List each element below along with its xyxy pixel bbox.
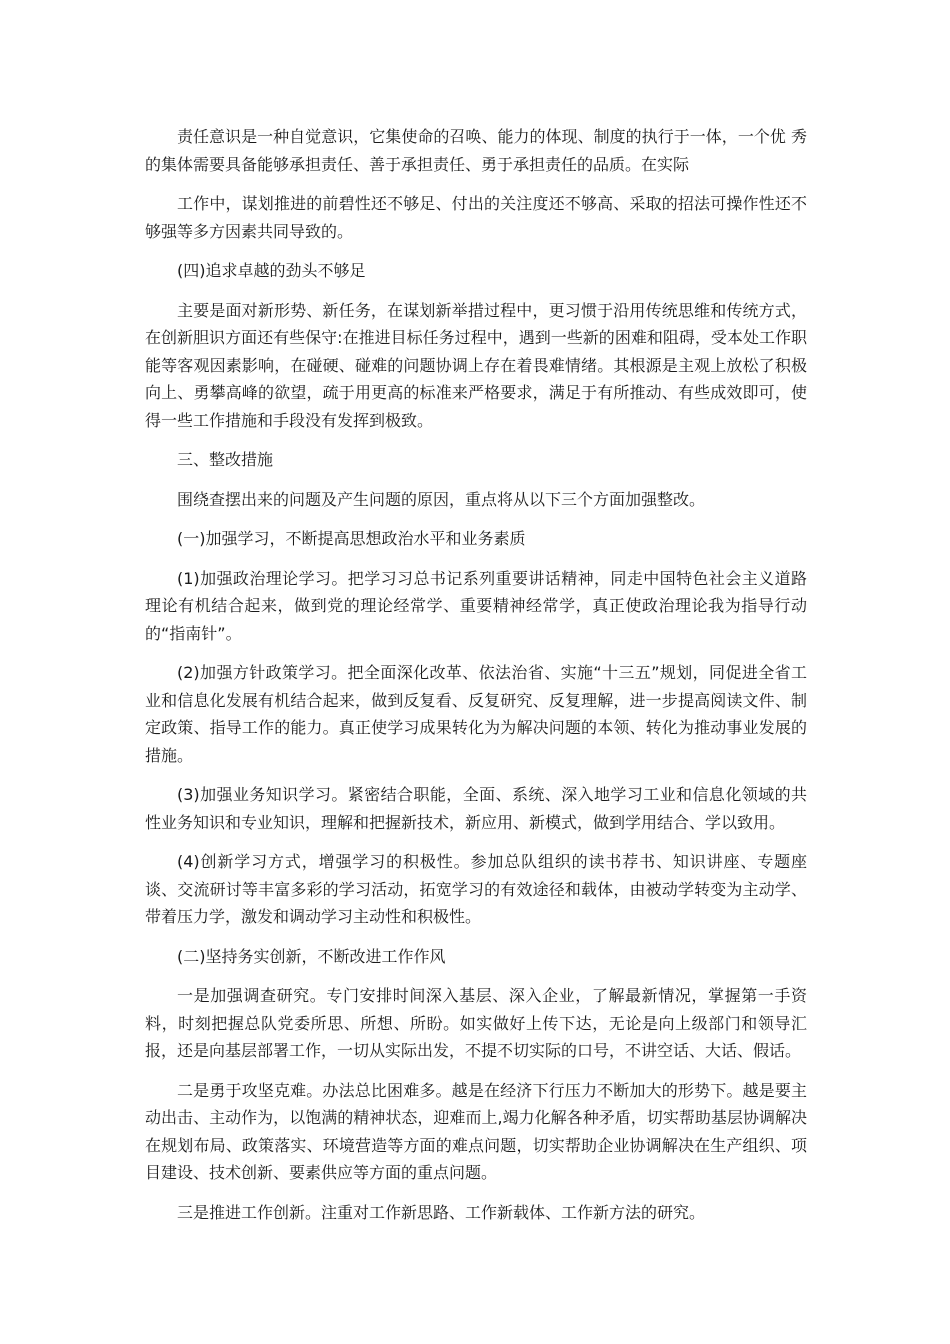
paragraph-study-methods: (4)创新学习方式，增强学习的积极性。参加总队组织的读书荐书、知识讲座、专题座谈、交流研讨等丰富多彩的学习活动，拓宽学习的有效途径和载体，由被动学转变为主动学、带着压力学，激发和调动学习主动性和积极性。 [145,852,807,926]
paragraph-responsibility: 责任意识是一种自觉意识，它集使命的召唤、能力的体现、制度的执行于一体，一个优 秀的集体需要具备能够承担责任、善于承担责任、勇于承担责任的品质。在实际 [145,127,807,174]
paragraph-policy-study: (2)加强方针政策学习。把全面深化改革、依法治省、实施“十三五”规划，同促进全省工业和信息化发展有机结合起来，做到反复看、反复研究、反复理解，进一步提高阅读文件、制定政策、指导工作的能力。真正使学习成果转化为为解决问题的本领、转化为推动事业发展的措施。 [145,663,807,765]
heading-strengthen-study: (一)加强学习，不断提高思想政治水平和业务素质 [177,529,526,548]
paragraph-work-innovation: 三是推进工作创新。注重对工作新思路、工作新载体、工作新方法的研究。 [177,1202,706,1222]
heading-rectification-measures: 三、整改措施 [177,450,274,469]
paragraph-overcome-difficulties: 二是勇于攻坚克难。办法总比困难多。越是在经济下行压力不断加大的形势下。越是要主动出击、主动作为，以饱满的精神状态，迎难而上,竭力化解各种矛盾，切实帮助基层协调解决在规划布局、政策落实、环境营造等方面的难点问题，切实帮助企业协调解决在生产组织、项目建设、技术创新、要素供应等方面的重点问题。 [145,1080,807,1182]
paragraph-political-theory: (1)加强政治理论学习。把学习习总书记系列重要讲话精神，同走中国特色社会主义道路理论有机结合起来，做到党的理论经常学、重要精神经常学，真正使政治理论我为指导行动的“指南针”。 [145,568,807,643]
paragraph-work-causes: 工作中，谋划推进的前碧性还不够足、付出的关注度还不够高、采取的招法可操作性还不够强等多方因素共同导致的。 [145,194,807,241]
document-body [145,123,807,1238]
paragraph-business-knowledge: (3)加强业务知识学习。紧密结合职能，全面、系统、深入地学习工业和信息化领域的共性业务知识和专业知识，理解和把握新技术，新应用、新模式，做到学用结合、学以致用。 [145,785,807,832]
paragraph-main-issues: 主要是面对新形势、新任务，在谋划新举措过程中，更习惯于沿用传统思维和传统方式，在创新胆识方面还有些保守:在推进目标任务过程中，遇到一些新的困难和阻碍，受本处工作职能等客观因素影响，在碰硬、碰难的问题协调上存在着畏难情绪。其根源是主观上放松了积极向上、勇攀高峰的欲望，疏于用更高的标准来严格要求，满足于有所推动、有些成效即可，使得一些工作措施和手段没有发挥到极致。 [145,300,807,430]
heading-pragmatic-innovation: (二)坚持务实创新，不断改进工作作风 [177,946,446,966]
heading-pursuit-excellence: (四)追求卓越的劲头不够足 [177,261,366,280]
paragraph-investigation: 一是加强调查研究。专门安排时间深入基层、深入企业，了解最新情况，掌握第一手资料，时刻把握总队党委所思、所想、所盼。如实做好上传下达，无论是向上级部门和领导汇报，还是向基层部署工作，一切从实际出发，不提不切实际的口号，不讲空话、大话、假话。 [145,986,807,1060]
paragraph-rectification-intro: 围绕查摆出来的问题及产生问题的原因，重点将从以下三个方面加强整改。 [177,489,706,509]
